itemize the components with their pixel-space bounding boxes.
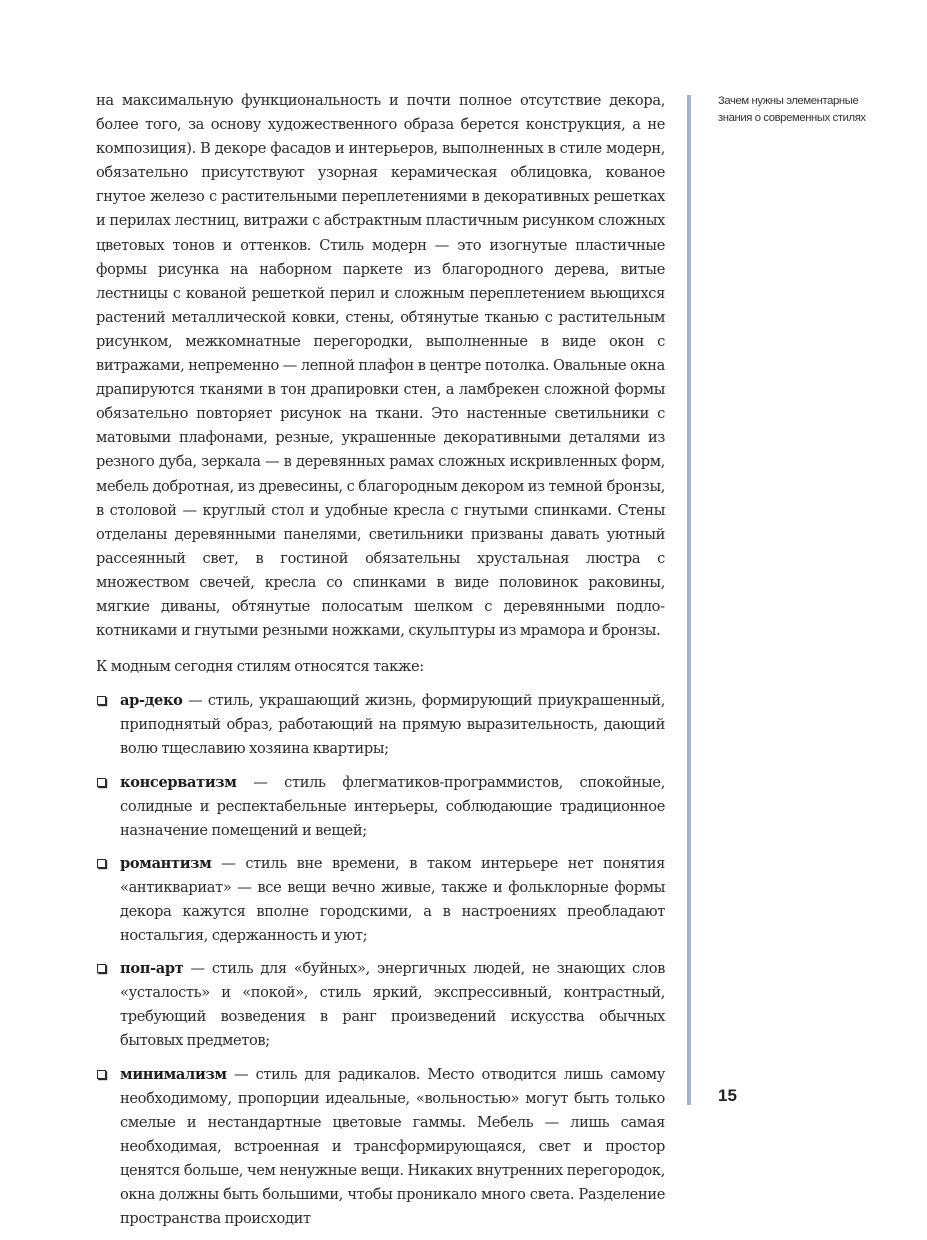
style-description: — стиль, украшающий жизнь, формирующий приукрашенный, приподнятый образ, работающий на прямую выразительность, дающий волю тщеславию хозяина квартиры; bbox=[120, 692, 665, 758]
style-term: ар-деко bbox=[120, 692, 183, 710]
running-head-line: знания о современных стилях bbox=[718, 112, 866, 124]
style-term: минимализм bbox=[120, 1065, 227, 1083]
running-head bbox=[718, 93, 908, 127]
list-intro: К модным сегодня стилям относятся также: bbox=[96, 658, 424, 676]
style-term: романтизм bbox=[120, 854, 212, 872]
list-item bbox=[96, 852, 665, 948]
list-item bbox=[96, 771, 665, 843]
style-description: — стиль вне времени, в таком интерьере нет понятия «антиквариат» — все вещи вечно живые, также и фольклорные формы декора кажутся вполне городскими, а в настроениях преобладают ностальгия, сдержанность и уют; bbox=[120, 854, 665, 945]
checkbox-bullet-icon bbox=[97, 696, 106, 705]
list-item bbox=[96, 957, 665, 1053]
style-list bbox=[96, 689, 665, 1231]
running-head-line: Зачем нужны элементарные bbox=[718, 95, 859, 107]
checkbox-bullet-icon bbox=[97, 859, 106, 868]
style-term: консерватизм bbox=[120, 773, 237, 791]
style-description: — стиль флегматиков-программистов, спокойные, солидные и респектабельные интерьеры, соблюдающие традиционное назначение помещений и вещей; bbox=[120, 773, 665, 839]
style-term: поп-арт bbox=[120, 960, 184, 978]
main-text-column bbox=[96, 89, 665, 1240]
style-description: — стиль для «буйных», энергичных людей, не знающих слов «усталость» и «покой», стиль яркий, экспрессивный, контрастный, требующий возведения в ранг произведений искусства обычных бытовых предметов; bbox=[120, 960, 665, 1050]
page-number: 15 bbox=[718, 1086, 737, 1105]
list-item bbox=[96, 1063, 665, 1232]
checkbox-bullet-icon bbox=[97, 964, 106, 973]
style-description: — стиль для радикалов. Место отводится лишь самому необходимому, пропорции идеальные, «вольностью» могут быть только смелые и нестандартные цветовые гаммы. Мебель — лишь самая необходимая, встроенная и трансформирующаяся, свет и простор ценятся больше, чем ненужные вещи. Никаких внутренних перегородок, окна должны быть большими, чтобы проникало много света. Разделение пространства происходит bbox=[120, 1065, 665, 1228]
body-paragraph: на максимальную функциональность и почти полное отсутствие декора, более того, за основу художественного образа берется конструкция, а не композиция). В декоре фасадов и интерьеров, выполненных в стиле модерн, обязательно присутствуют узорная керамическая облицовка, кованое гнутое железо с растительными переплетениями в декоративных решетках и перилах лестниц, витражи с абстрактным пластичным рисунком сложных цветовых тонов и оттенков. Стиль модерн — это изогнутые пластичные формы рисунка на наборном паркете из благородного дерева, витые лестницы с кованой решеткой перил и сложным переплетением вьющихся растений металлической ковки, стены, обтянутые тканью с растительным рисунком, межкомнатные перегородки, выполненные в виде окон с витражами, непременно — лепной плафон в центре потолка. Овальные окна драпируются тканями в тон драпировки стен, а ламбрекен сложной формы обязательно повторяет рисунок на ткани. Это настенные светильники с матовыми плафонами, резные, украшенные декоративными деталями из резного дуба, зеркала — в деревянных рамах сложных искривленных форм, мебель добротная, из древесины, с благородным декором из темной бронзы, в столовой — круглый стол и удобные кресла с гнутыми спинками. Стены отделаны деревянными панелями, светильники призваны давать уютный рассеянный свет, в гостиной обязательны хрустальная люстра с множеством свечей, кресла со спинками в виде половинок раковины, мягкие диваны, обтянутые полосатым шелком с деревянными подлокотниками и гнутыми резными ножками, скульптуры из мрамора и бронзы. bbox=[96, 92, 665, 640]
checkbox-bullet-icon bbox=[97, 778, 106, 787]
checkbox-bullet-icon bbox=[97, 1070, 106, 1079]
margin-accent-rule bbox=[687, 95, 691, 1105]
list-item bbox=[96, 689, 665, 761]
